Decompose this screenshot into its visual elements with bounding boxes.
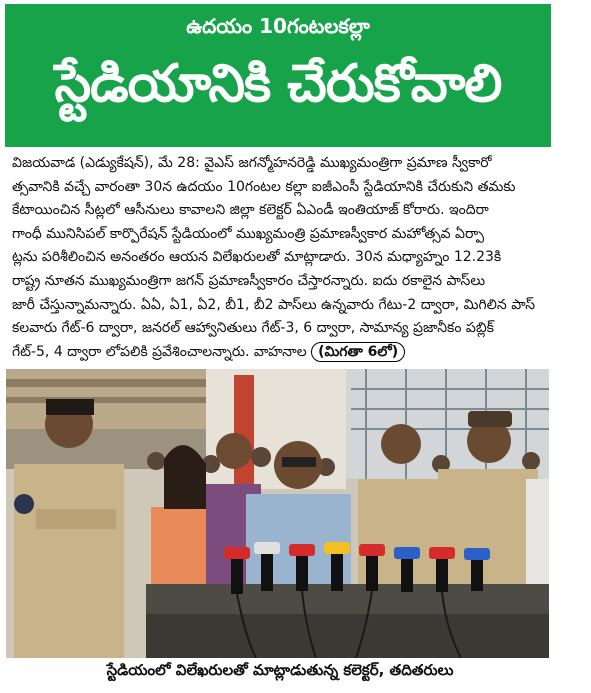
body-line-text: గేట్-5, 4 ద్వారా లోపలికి ప్రవేశించాలన్నారు. వాహనాల (12, 343, 307, 360)
body-line: ట్లను పరిశీలించిన అనంతరం ఆయన విలేఖరులతో మాట్లాడారు. 30న మధ్యాహ్నం 12.23కి (12, 249, 502, 266)
body-line: రాష్ట్ర నూతన ముఖ్యమంత్రిగా జగన్ ప్రమాణస్వీకారం చేస్తారన్నారు. ఐదు రకాలైన పాస్‌లు (12, 272, 486, 289)
headline: స్టేడియానికి చేరుకోవాలి (54, 54, 502, 114)
headline-banner (5, 4, 551, 147)
continued-marker: (మిగతా 6లో) (311, 342, 405, 362)
body-line: జారీ చేస్తున్నామన్నారు. ఏఏ, ఏ1, ఏ2, బీ1, బీ2 పాస్‌లు ఉన్నవారు గేటు-2 ద్వారా, మిగిలిన పాస్ (12, 296, 536, 313)
body-line: కేటాయించిన సీట్లలో ఆసీనులు కావాలని జిల్లా కలెక్టర్ ఏఎండీ ఇంతియాజ్ కోరారు. ఇందిరా (12, 202, 489, 219)
article-body (12, 152, 552, 364)
body-line: విజయవాడ (ఎడ్యుకేషన్), మే 28: వైఎస్ జగన్మోహనరెడ్డి ముఖ్యమంత్రిగా ప్రమాణ స్వీకారో (12, 155, 492, 171)
body-line: త్సవానికి వచ్చే వారంతా 30న ఉదయం 10గంటల కల్లా ఐజీఎంసీ స్టేడియానికి చేరుకుని తమకు (12, 178, 516, 195)
body-line: కలవారు గేట్-6 ద్వారా, జనరల్ ఆహ్వానితులు గేట్-3, 6 ద్వారా, సామాన్య ప్రజానీకం పబ్లిక్ (12, 320, 494, 337)
body-line: గాంధీ మునిసిపల్ కార్పొరేషన్ స్టేడియంలో ముఖ్యమంత్రి ప్రమాణస్వీకార మహోత్సవ ఏర్పా (12, 225, 485, 242)
body-line-last (12, 341, 552, 365)
kicker: ఉదయం 10గంటలకల్లా (186, 14, 370, 38)
press-photo (6, 369, 549, 658)
photo-caption: స్టేడియంలో విలేఖరులతో మాట్లాడుతున్న కలెక్టర్, తదితరులు (106, 661, 454, 679)
